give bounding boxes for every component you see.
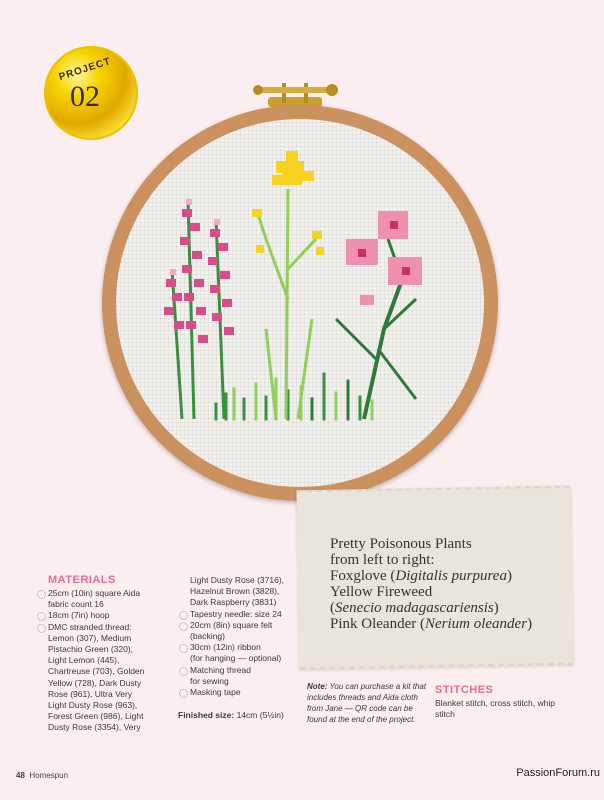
materials-item: Yellow (728), Dark Dusty <box>48 677 142 688</box>
stitches-heading: STITCHES <box>435 684 494 696</box>
materials-item: Dusty Rose (3354), Very <box>48 722 141 733</box>
materials-item: 18cm (7in) hoop <box>36 610 176 621</box>
materials-item: Masking tape <box>178 687 308 698</box>
watermark: PassionForum.ru <box>516 767 600 779</box>
materials-column-1 <box>36 588 176 734</box>
caption-line: Pink Oleander (Nerium oleander) <box>330 616 533 632</box>
materials-item: Dark Raspberry (3831) <box>190 597 277 608</box>
project-badge-label: PROJECT <box>57 55 113 84</box>
materials-item: Pistachio Green (320), <box>48 644 134 655</box>
yellow-fireweed-plant <box>252 151 324 419</box>
caption-text <box>330 536 580 632</box>
materials-item: Forest Green (986), Light <box>48 711 144 722</box>
page-footer <box>16 771 68 780</box>
grass-blades <box>216 374 372 419</box>
cross-stitch-artwork <box>116 119 484 487</box>
caption-line: Yellow Fireweed <box>330 584 433 600</box>
materials-item: 25cm (10in) square Aida <box>36 588 176 599</box>
materials-item: Chartreuse (703), Golden <box>48 666 145 677</box>
materials-item: 30cm (12in) ribbon <box>178 642 308 653</box>
caption-line: Pretty Poisonous Plants <box>330 536 472 552</box>
materials-item: Tapestry needle: size 24 <box>178 609 308 620</box>
project-badge-number: 02 <box>70 80 100 113</box>
materials-item: DMC stranded thread: <box>36 622 176 633</box>
materials-item: Light Lemon (445), <box>48 655 120 666</box>
materials-item: Light Dusty Rose (963), <box>48 700 138 711</box>
materials-item: Hazelnut Brown (3828), <box>190 586 280 597</box>
materials-item: (backing) <box>190 631 225 642</box>
finished-size: Finished size: 14cm (5½in) <box>178 710 284 721</box>
kit-note: Note: You can purchase a kit that includes threads and Aida cloth from Jane — QR code can be found at the end of the project. <box>307 682 427 724</box>
foxglove-plant <box>164 199 234 419</box>
stitches-text: Blanket stitch, cross stitch, whip stitch <box>435 698 555 720</box>
materials-item: (for hanging — optional) <box>190 653 282 664</box>
caption-line: (Senecio madagascariensis) <box>330 600 499 616</box>
materials-item: 20cm (8in) square felt <box>178 620 308 631</box>
materials-item: fabric count 16 <box>48 599 104 610</box>
caption-line: from left to right: <box>330 552 435 568</box>
materials-item: Matching thread <box>178 665 308 676</box>
materials-column-2 <box>178 575 308 721</box>
materials-item: Rose (961), Ultra Very <box>48 688 133 699</box>
magazine-name: Homespun <box>29 771 69 780</box>
caption-line: Foxglove (Digitalis purpurea) <box>330 568 512 584</box>
page-number: 48 <box>16 771 25 780</box>
materials-heading: MATERIALS <box>48 574 116 586</box>
embroidery-hoop-photo <box>90 75 510 515</box>
materials-item: for sewing <box>190 675 229 686</box>
materials-item: Lemon (307), Medium <box>48 632 132 643</box>
materials-item: Light Dusty Rose (3716), <box>190 575 285 585</box>
